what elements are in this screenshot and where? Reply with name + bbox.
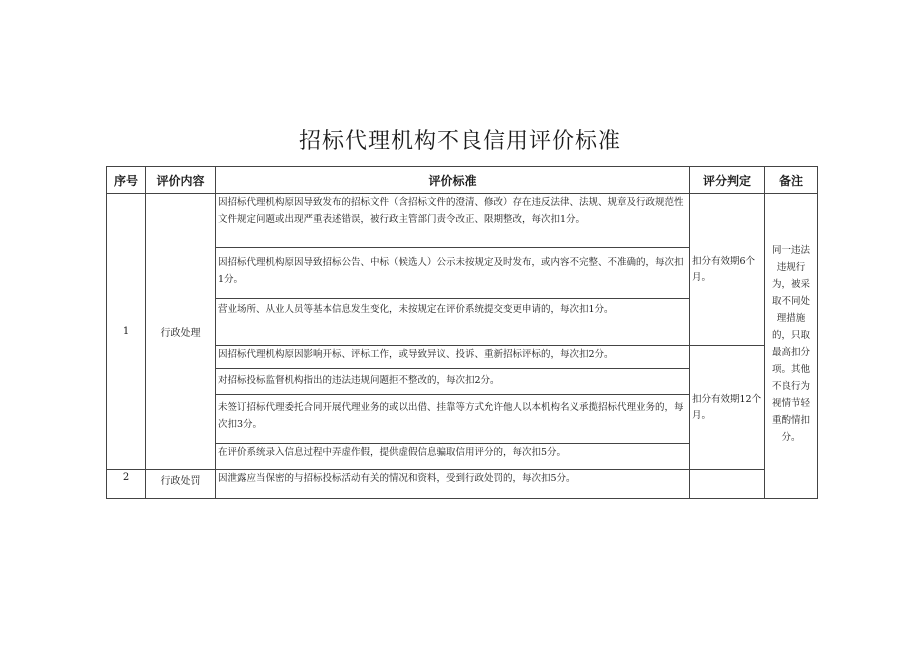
judgment-cell: 扣分有效期12个月。 — [690, 346, 765, 470]
row-category: 行政处理 — [146, 194, 216, 470]
criteria-cell: 营业场所、从业人员等基本信息发生变化，未按规定在评价系统提交变更申请的，每次扣1分。 — [216, 299, 690, 346]
row-number: 1 — [107, 194, 146, 470]
header-criteria: 评价标准 — [216, 167, 690, 194]
row-number: 2 — [107, 470, 146, 499]
criteria-cell: 在评价系统录入信息过程中弄虚作假，提供虚假信息骗取信用评分的，每次扣5分。 — [216, 444, 690, 470]
criteria-table — [106, 166, 818, 499]
header-judgment: 评分判定 — [690, 167, 765, 194]
remarks-text: 同一违法违规行为，被采取不同处理措施的，只取最高扣分项。其他不良行为视情节轻重酌情扣分。 — [771, 245, 810, 443]
criteria-cell: 因招标代理机构原因导致发布的招标文件（含招标文件的澄清、修改）存在违反法律、法规、规章及行政规范性文件规定问题或出现严重表述错误，被行政主管部门责令改正、限期整改，每次扣1分。 — [216, 194, 690, 248]
criteria-cell: 因泄露应当保密的与招标投标活动有关的情况和资料，受到行政处罚的，每次扣5分。 — [216, 470, 690, 499]
header-remarks: 备注 — [765, 167, 818, 194]
header-no: 序号 — [107, 167, 146, 194]
table-row — [107, 194, 818, 248]
judgment-cell-empty — [690, 470, 765, 499]
header-category: 评价内容 — [146, 167, 216, 194]
criteria-cell: 未签订招标代理委托合同开展代理业务的或以出借、挂靠等方式允许他人以本机构名义承揽招标代理业务的，每次扣3分。 — [216, 395, 690, 444]
table-row — [107, 470, 818, 499]
page-title: 招标代理机构不良信用评价标准 — [298, 129, 621, 154]
table-header-row — [107, 167, 818, 194]
row-category: 行政处罚 — [146, 470, 216, 499]
judgment-cell: 扣分有效期6个月。 — [690, 194, 765, 346]
remarks-cell — [765, 194, 818, 499]
criteria-cell: 因招标代理机构原因影响开标、评标工作，或导致异议、投诉、重新招标评标的，每次扣2分。 — [216, 346, 690, 369]
criteria-cell: 因招标代理机构原因导致招标公告、中标（候选人）公示未按规定及时发布，或内容不完整、不准确的，每次扣1分。 — [216, 248, 690, 299]
criteria-cell: 对招标投标监督机构指出的违法违规问题拒不整改的，每次扣2分。 — [216, 369, 690, 395]
